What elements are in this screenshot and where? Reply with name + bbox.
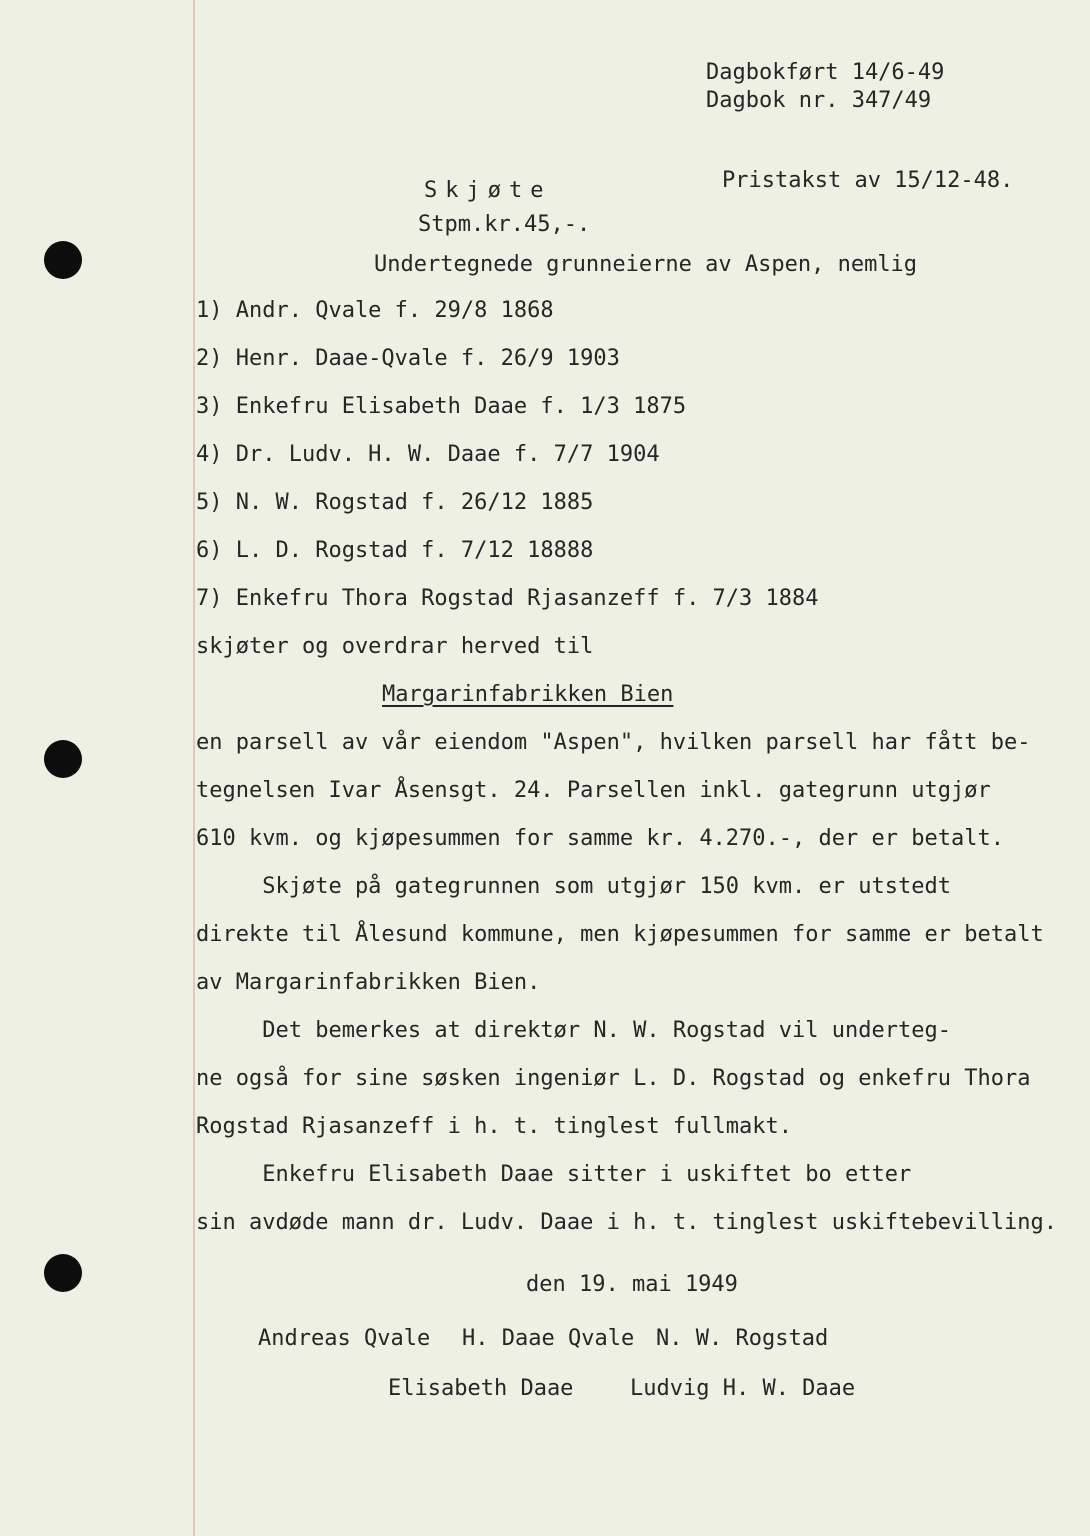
body-line: Enkefru Elisabeth Daae sitter i uskiftet bo etter xyxy=(196,1162,912,1187)
body-line: direkte til Ålesund kommune, men kjøpesummen for samme er betalt xyxy=(196,922,1044,947)
owner-item: 2) Henr. Daae-Qvale f. 26/9 1903 xyxy=(196,346,620,371)
dagbokfort-stamp: Dagbokført 14/6-49 xyxy=(706,60,945,85)
dagbok-number: Dagbok nr. 347/49 xyxy=(706,88,932,113)
signature-name: Andreas Qvale xyxy=(258,1326,431,1351)
owner-item: 1) Andr. Qvale f. 29/8 1868 xyxy=(196,298,554,323)
body-line: sin avdøde mann dr. Ludv. Daae i h. t. tinglest uskiftebevilling. xyxy=(196,1210,1057,1235)
signature-name: Elisabeth Daae xyxy=(388,1376,574,1401)
transfer-line: skjøter og overdrar herved til xyxy=(196,634,594,659)
owner-item: 7) Enkefru Thora Rogstad Rjasanzeff f. 7/3 1884 xyxy=(196,586,819,611)
punch-hole-middle xyxy=(44,740,82,778)
buyer-name: Margarinfabrikken Bien xyxy=(382,682,674,707)
owner-item: 5) N. W. Rogstad f. 26/12 1885 xyxy=(196,490,594,515)
punch-hole-top xyxy=(44,241,82,279)
owner-item: 6) L. D. Rogstad f. 7/12 18888 xyxy=(196,538,594,563)
body-line: tegnelsen Ivar Åsensgt. 24. Parsellen inkl. gategrunn utgjør xyxy=(196,778,991,803)
punch-hole-bottom xyxy=(44,1254,82,1292)
body-line: en parsell av vår eiendom "Aspen", hvilken parsell har fått be- xyxy=(196,730,1031,755)
pristakst-note: Pristakst av 15/12-48. xyxy=(722,168,1014,193)
body-line: 610 kvm. og kjøpesummen for samme kr. 4.270.-, der er betalt. xyxy=(196,826,1004,851)
owner-item: 3) Enkefru Elisabeth Daae f. 1/3 1875 xyxy=(196,394,687,419)
margin-line xyxy=(193,0,195,1536)
body-line: Det bemerkes at direktør N. W. Rogstad vil underteg- xyxy=(196,1018,951,1043)
body-line: av Margarinfabrikken Bien. xyxy=(196,970,541,995)
signing-date: den 19. mai 1949 xyxy=(526,1272,738,1297)
body-line: Skjøte på gategrunnen som utgjør 150 kvm. er utstedt xyxy=(196,874,951,899)
owner-item: 4) Dr. Ludv. H. W. Daae f. 7/7 1904 xyxy=(196,442,660,467)
signature-name: N. W. Rogstad xyxy=(656,1326,829,1351)
signature-name: Ludvig H. W. Daae xyxy=(630,1376,856,1401)
body-line: ne også for sine søsken ingeniør L. D. Rogstad og enkefru Thora xyxy=(196,1066,1031,1091)
stamp-fee: Stpm.kr.45,-. xyxy=(418,212,591,237)
document-title: Skjøte xyxy=(424,178,552,203)
body-line: Rogstad Rjasanzeff i h. t. tinglest fullmakt. xyxy=(196,1114,793,1139)
signature-name: H. Daae Qvale xyxy=(462,1326,635,1351)
intro-line: Undertegnede grunneierne av Aspen, nemlig xyxy=(374,252,918,277)
